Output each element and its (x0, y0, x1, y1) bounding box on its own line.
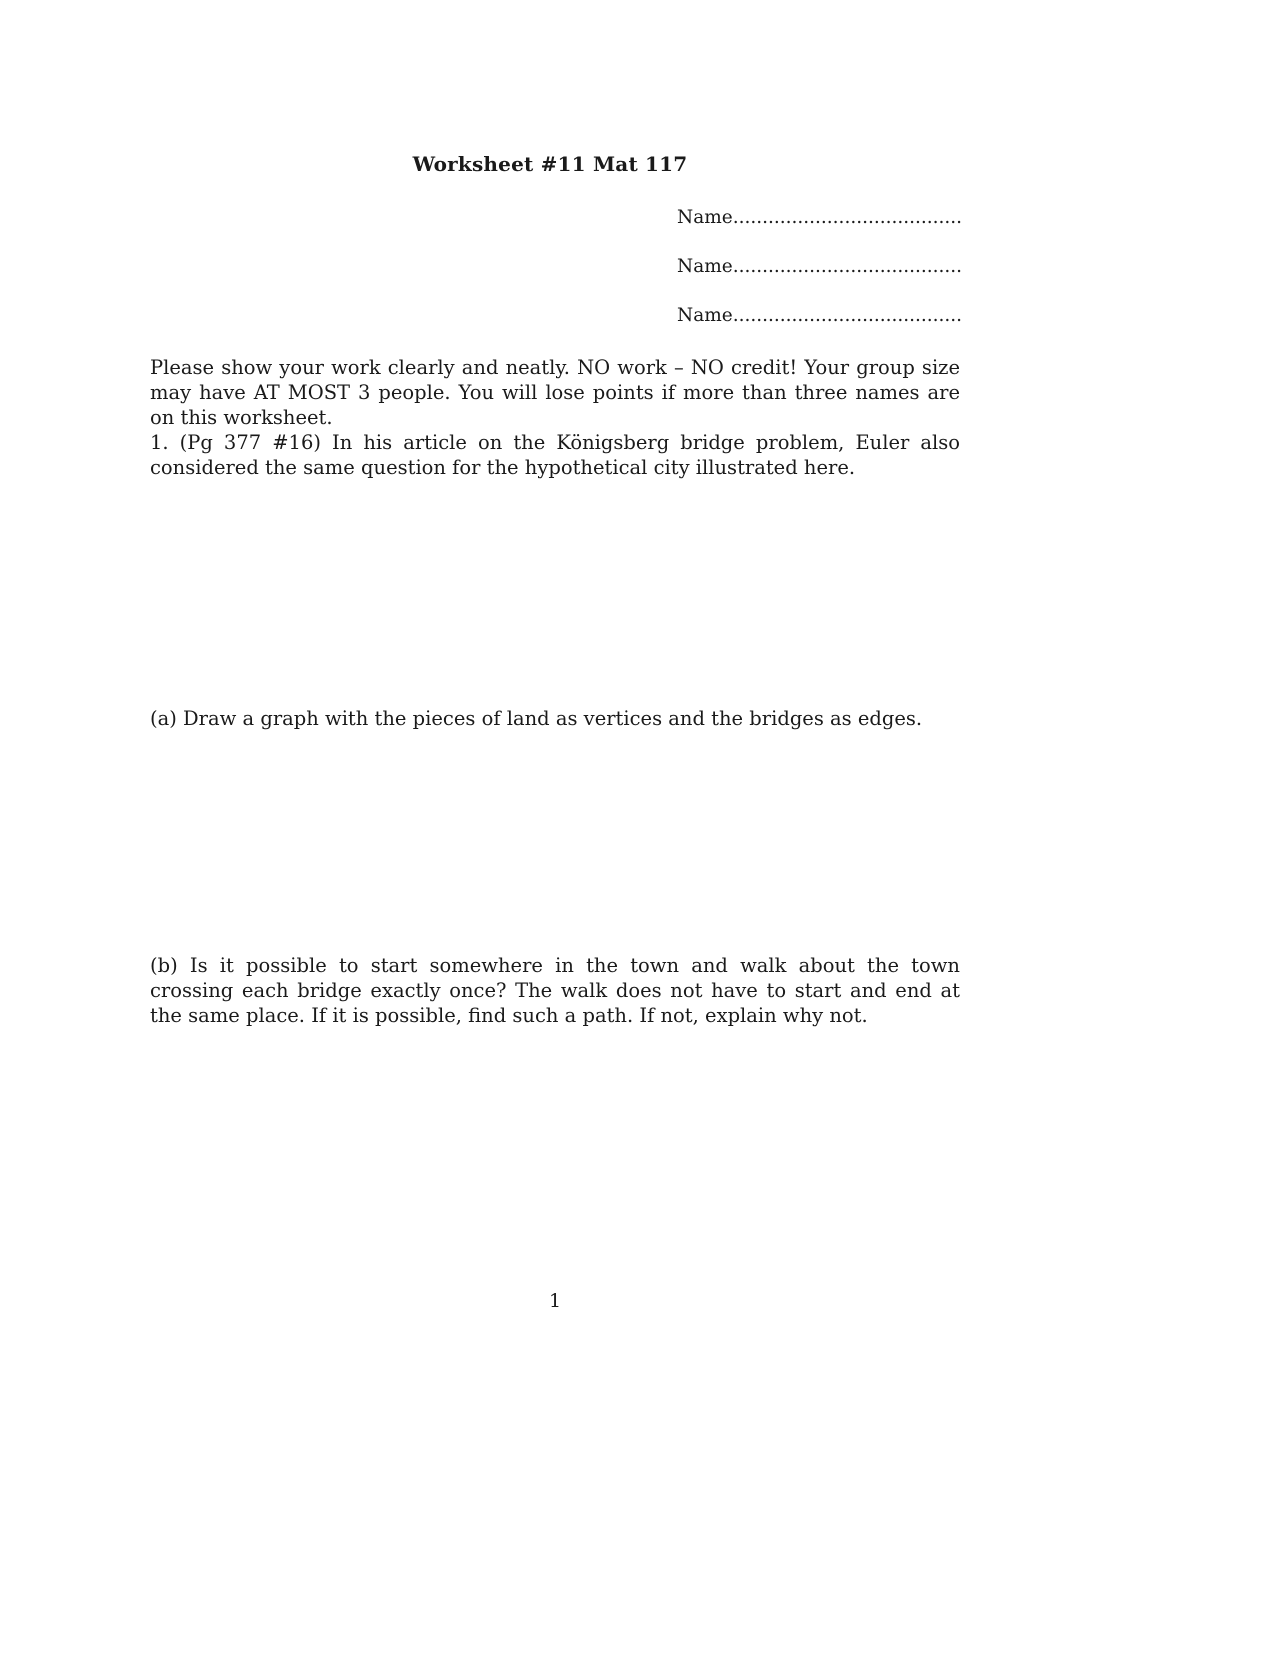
instructions-paragraph: Please show your work clearly and neatly. NO work – NO credit! Your group size may have AT MOST 3 people. You will lose points if more than three names are on this worksheet. (150, 356, 960, 429)
question-1-text: 1. (Pg 377 #16) In his article on the Königsberg bridge problem, Euler also considered the same question for the hypothetical city illustrated here. (150, 431, 960, 479)
worksheet-title: Worksheet #11 Mat 117 (412, 152, 688, 176)
figure-blank-area (150, 500, 960, 680)
question-part-b: (b) Is it possible to start somewhere in the town and walk about the town crossing each bridge exactly once? The walk does not have to start and end at the same place. If it is possible, find such a path. If not, explain why not. (150, 954, 960, 1027)
page-number: 1 (548, 1290, 562, 1312)
name-lines (677, 206, 962, 353)
name-line-3: Name....................................... (677, 305, 963, 326)
name-line-2: Name....................................... (677, 256, 963, 277)
name-line-1: Name....................................... (677, 207, 963, 228)
question-part-a: (a) Draw a graph with the pieces of land as vertices and the bridges as edges. (150, 707, 923, 730)
